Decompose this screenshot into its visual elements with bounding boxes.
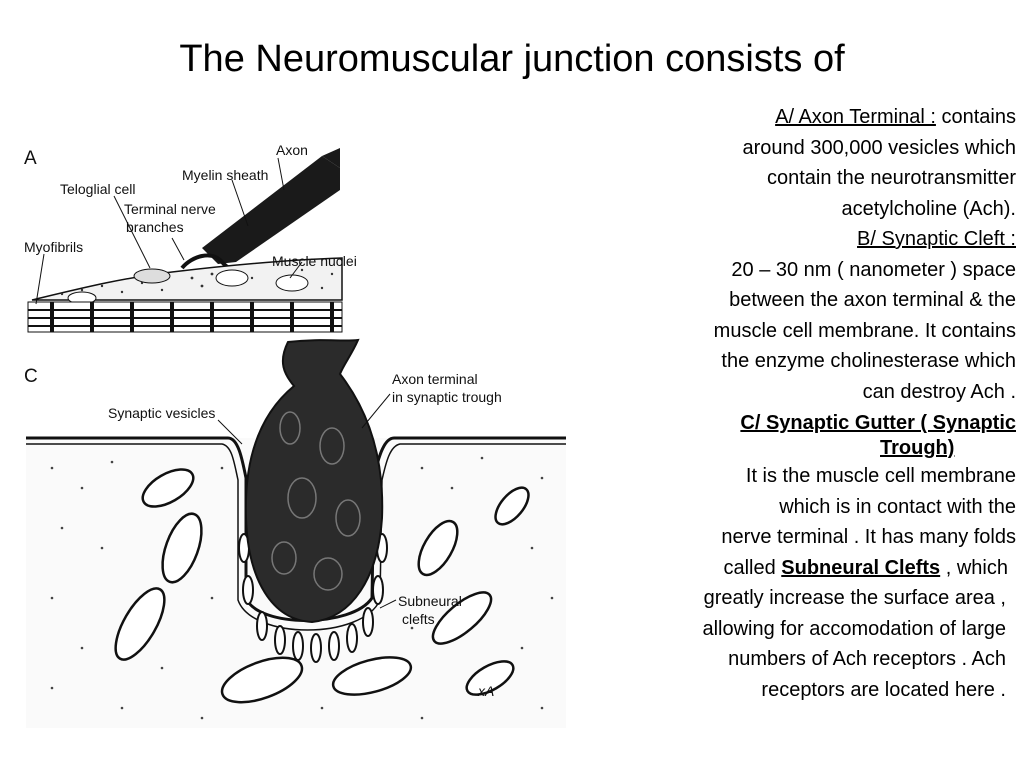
section-c-line: nerve terminal . It has many folds [721,526,1016,548]
muscle-nucleus [276,275,308,291]
panel-c-letter: C [24,366,38,387]
section-c-line: It is the muscle cell membrane [745,465,1016,487]
label-synaptic-vesicles: Synaptic vesicles [108,405,216,421]
section-c-line: which is in contact with the [779,495,1016,518]
panel-a [24,142,357,332]
teloglial-cell [134,269,170,283]
label-in-synaptic-trough: in synaptic trough [392,389,502,405]
section-b-heading [612,224,1016,255]
label-branches: branches [126,219,184,235]
label-myelin-sheath: Myelin sheath [182,167,269,183]
label-teloglial-cell: Teloglial cell [60,181,136,197]
panel-c [24,340,566,728]
myofibril-bands [28,302,342,332]
section-c-heading-2 [612,436,1016,461]
section-a-line: contain the neurotransmitter [766,167,1016,189]
section-c-heading-text-1: C/ Synaptic Gutter ( Synaptic [740,412,1016,434]
section-c-called-line [612,553,1016,584]
section-a-line: acetylcholine (Ach). [841,197,1016,220]
section-c-heading-1 [612,411,1016,436]
description-text [612,102,1016,705]
label-muscle-nuclei: Muscle nuclei [272,253,357,269]
section-b-line: the enzyme cholinesterase which [721,350,1016,372]
artist-signature: xA [478,683,495,699]
slide-title: The Neuromuscular junction consists of [179,38,845,80]
panel-a-letter: A [24,148,37,169]
section-a-heading: A/ Axon Terminal : [775,106,936,128]
section-b-line: between the axon terminal & the [729,289,1016,311]
section-c-line: receptors are located here . [761,678,1006,701]
section-b-heading-text: B/ Synaptic Cleft : [857,228,1016,250]
label-subneural: Subneural [398,593,462,609]
label-clefts: clefts [402,611,435,627]
figure-svg [22,128,572,728]
label-terminal-nerve: Terminal nerve [124,201,216,217]
neuromuscular-junction-figure [22,128,572,728]
muscle-nucleus [216,270,248,286]
called-suffix: , which [940,556,1008,579]
section-b-line: can destroy Ach . [862,380,1016,403]
label-axon: Axon [276,142,308,158]
subneural-clefts-term: Subneural Clefts [781,556,941,579]
section-a-line-1 [612,102,1016,133]
label-axon-terminal: Axon terminal [392,371,478,387]
section-c-line: numbers of Ach receptors . Ach [728,648,1006,670]
section-c-line: greatly increase the surface area , [703,587,1006,609]
section-a-line: around 300,000 vesicles which [742,136,1016,159]
section-a-contains: contains [935,106,1016,128]
section-c-line: allowing for accomodation of large [702,617,1006,640]
axon-terminal [246,340,382,622]
section-b-line: muscle cell membrane. It contains [713,319,1016,342]
called-prefix: called [723,556,782,579]
section-c-heading-text-2: Trough) [880,437,955,459]
section-b-line: 20 – 30 nm ( nanometer ) space [731,258,1016,281]
label-myofibrils: Myofibrils [24,239,84,255]
